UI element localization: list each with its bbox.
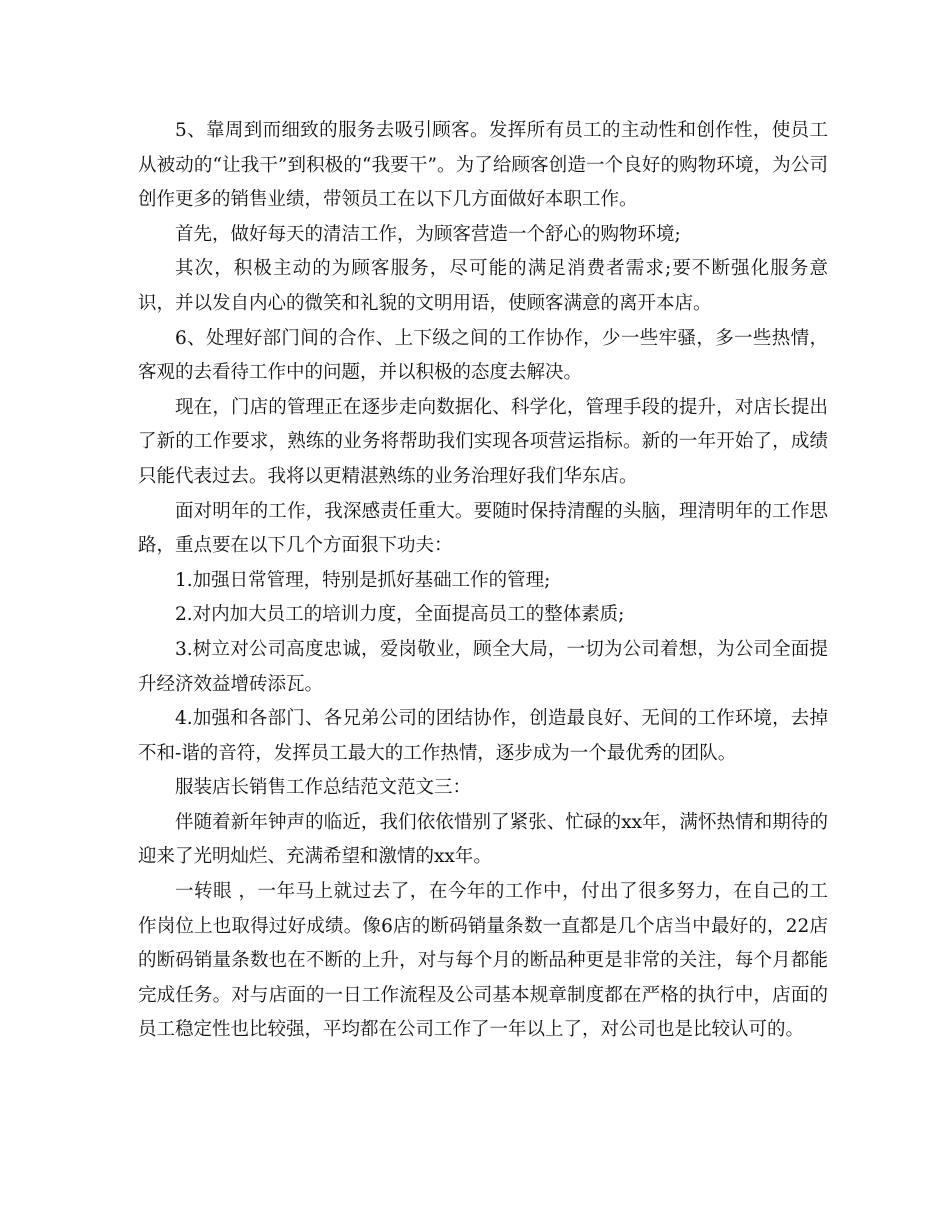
paragraph-item-5-service: 5、靠周到而细致的服务去吸引顾客。发挥所有员工的主动性和创作性，使员工从被动的“让我干”到积极的“我要干”。为了给顾客创造一个良好的购物环境，为公司创作更多的销售业绩，带领员工在以下几方面做好本职工作。 bbox=[138, 120, 828, 211]
paragraph-year-review: 一转眼 ，一年马上就过去了，在今年的工作中，付出了很多努力，在自己的工作岗位上也取得过好成绩。像6店的断码销量条数一直都是几个店当中最好的，22店的断码销量条数也在不断的上升，对与每个月的断品种更是非常的关注，每个月都能完成任务。对与店面的一日工作流程及公司基本规章制度都在严格的执行中，店面的员工稳定性也比较强，平均都在公司工作了一年以上了，对公司也是比较认可的。 bbox=[138, 881, 828, 1041]
paragraph-first-cleaning: 首先，做好每天的清洁工作，为顾客营造一个舒心的购物环境; bbox=[175, 223, 681, 245]
paragraph-second-service: 其次，积极主动的为顾客服务，尽可能的满足消费者需求;要不断强化服务意识，并以发自内心的微笑和礼貌的文明用语，使顾客满意的离开本店。 bbox=[138, 258, 828, 314]
paragraph-new-year: 伴随着新年钟声的临近，我们依依惜别了紧张、忙碌的xx年，满怀热情和期待的迎来了光明灿烂、充满希望和激情的xx年。 bbox=[138, 811, 828, 868]
list-item-1: 1.加强日常管理，特别是抓好基础工作的管理; bbox=[175, 569, 551, 591]
section-heading: 服装店长销售工作总结范文范文三： bbox=[175, 777, 472, 799]
list-item-2: 2.对内加大员工的培训力度，全面提高员工的整体素质; bbox=[175, 604, 625, 626]
document-page bbox=[138, 114, 828, 1048]
paragraph-management: 现在，门店的管理正在逐步走向数据化、科学化，管理手段的提升，对店长提出了新的工作要求，熟练的业务将帮助我们实现各项营运指标。新的一年开始了，成绩只能代表过去。我将以更精湛熟练的业务治理好我们华东店。 bbox=[138, 396, 828, 487]
list-item-4: 4.加强和各部门、各兄弟公司的团结协作，创造最良好、无间的工作环境，去掉不和-谐的音符，发挥员工最大的工作热情，逐步成为一个最优秀的团队。 bbox=[138, 708, 828, 764]
paragraph-next-year: 面对明年的工作，我深感责任重大。要随时保持清醒的头脑，理清明年的工作思路，重点要在以下几个方面狠下功夫： bbox=[138, 500, 828, 557]
paragraph-item-6-cooperation: 6、处理好部门间的合作、上下级之间的工作协作，少一些牢骚，多一些热情，客观的去看待工作中的问题，并以积极的态度去解决。 bbox=[138, 327, 828, 384]
list-item-3: 3.树立对公司高度忠诚，爱岗敬业，顾全大局，一切为公司着想，为公司全面提升经济效益增砖添瓦。 bbox=[138, 638, 828, 695]
